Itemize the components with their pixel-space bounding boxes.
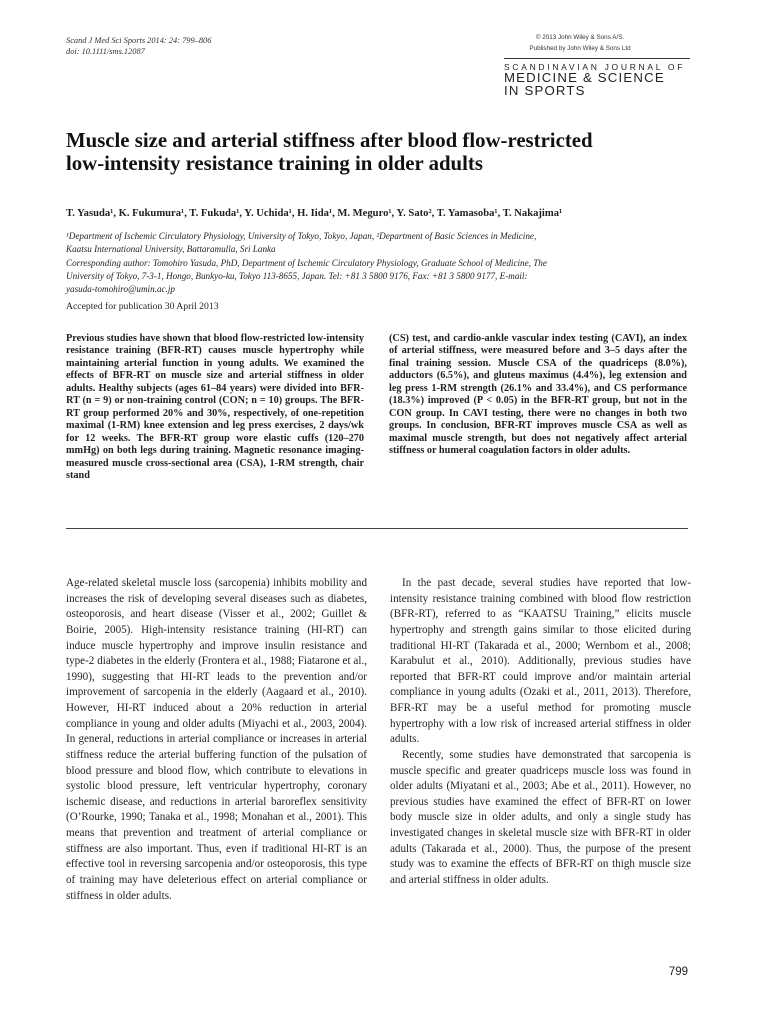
- corresponding-line-1: Corresponding author: Tomohiro Yasuda, PhD, Department of Ischemic Circulatory Physiology, Graduate School of Medicine, The: [66, 257, 547, 268]
- journal-name-line3: IN SPORTS: [504, 83, 586, 98]
- journal-name-line2: MEDICINE & SCIENCE: [504, 70, 665, 85]
- journal-logo: [504, 58, 694, 97]
- page-number: 799: [668, 966, 688, 978]
- journal-name-line1: SCANDINAVIAN JOURNAL OF: [504, 62, 686, 72]
- publisher-block: [470, 32, 690, 54]
- affiliations: [66, 230, 696, 296]
- body-right-column: [390, 576, 691, 889]
- body-left-column: [66, 576, 367, 904]
- abstract-left-column: Previous studies have shown that blood flow-restricted low-intensity resistance training (BFR-RT) causes muscle hypertrophy while maintaining arterial function in young adults. We examined the effects of BFR-RT on muscle size and arterial stiffness in older adults. Healthy subjects (ages 61–84 years) were divided into BFR-RT (n = 9) or non-training control (CON; n = 10) groups. The BFR-RT group performed 20% and 30%, respectively, of one-repetition maximal (1-RM) knee extension and leg press exercises, 2 days/wk for 12 weeks. The BFR-RT group wore elastic cuffs (120–270 mmHg) on both legs during training. Magnetic resonance imaging-measured muscle cross-sectional area (CSA), 1-RM strength, chair stand: [66, 333, 364, 481]
- article-title: [66, 129, 706, 175]
- journal-logo-rule: [504, 58, 690, 59]
- body-paragraph: Recently, some studies have demonstrated that sarcopenia is muscle specific and greater quadriceps muscle loss was found in older adults (Miyatani et al., 2003; Abe et al., 2011). However, no previous studies have examined the effect of BFR-RT on lower body muscle size in older adults, and only a single study has investigated changes in skeletal muscle size with BFR-RT in older adults (Takarada et al., 2000). Thus, the purpose of the present study was to examine the effects of BFR-RT on thigh muscle size and arterial stiffness in older adults.: [390, 748, 691, 886]
- affiliation-line-1: ¹Department of Ischemic Circulatory Physiology, University of Tokyo, Tokyo, Japan, ²Department of Basic Sciences in Medicine,: [66, 231, 537, 241]
- corresponding-email[interactable]: yasuda-tomohiro@umin.ac.jp: [66, 284, 175, 295]
- abstract-right-column: (CS) test, and cardio-ankle vascular index testing (CAVI), an index of arterial stiffness, were measured before and 3–5 days after the final training session. Muscle CSA of the quadriceps (8.0%), adductors (6.5%), and gluteus maximus (4.4%), leg extension and leg press 1-RM strength (26.1% and 33.4%), and CS performance (18.3%) improved (P < 0.05) in the BFR-RT group, but not in the CON group. In CAVI testing, there were no changes in both two groups. In conclusion, BFR-RT improves muscle CSA as well as maximal muscle strength, but does not negatively affect arterial stiffness or humeral coagulation factors in older adults.: [389, 333, 687, 457]
- doi-link[interactable]: doi: 10.1111/sms.12087: [66, 47, 145, 56]
- copyright-text: © 2013 John Wiley & Sons A/S.: [535, 34, 625, 41]
- accepted-date: Accepted for publication 30 April 2013: [66, 301, 219, 312]
- publisher-text: Published by John Wiley & Sons Ltd: [529, 45, 631, 52]
- body-paragraph: In the past decade, several studies have reported that low-intensity resistance training combined with blood flow restriction (BFR-RT), referred to as “KAATSU Training,” elicits muscle hypertrophy and strength gains similar to those elicited during traditional HI-RT (Takarada et al., 2000; Wernbom et al., 2008; Karabulut et al., 2010). Additionally, previous studies have reported that BFR-RT could improve and/or maintain arterial compliance in young adults (Ozaki et al., 2011, 2013). Therefore, BFR-RT may be a useful method for promoting muscle hypertrophy with a low risk of increased arterial stiffness in older adults.: [390, 577, 691, 746]
- title-line-2: low-intensity resistance training in older adults: [66, 152, 483, 175]
- citation-text: Scand J Med Sci Sports 2014: 24: 799–806: [66, 36, 212, 45]
- corresponding-line-2: University of Tokyo, 7-3-1, Hongo, Bunkyo-ku, Tokyo 113-8655, Japan. Tel: +81 3 5800 9176, Fax: +81 3 5800 9177, E-mail:: [66, 270, 528, 281]
- body-paragraph: Age-related skeletal muscle loss (sarcopenia) inhibits mobility and increases the risk of developing several diseases such as diabetes, osteoporosis, and heart disease (Visser et al., 2002; Guillet & Boirie, 2005). High-intensity resistance training (HI-RT) can induce muscle hypertrophy and improve insulin resistance and type-2 diabetes in the elderly (Frontera et al., 1988; Fiatarone et al., 1990), suggesting that HI-RT leads to the prevention and/or improvement of sarcopenia in the elderly (Aagaard et al., 2010). However, HI-RT induced about a 20% reduction in arterial compliance in young and older adults (Miyachi et al., 2003, 2004). In general, reductions in arterial compliance or increases in arterial stiffness reduce the arterial buffering function of the pulsation of blood pressure and blood flow, which contribute to elevations in systolic blood pressure, left ventricular hypertrophy, coronary ischemic disease, and reductions in arterial baroreflex sensitivity (O’Rourke, 1990; Tanaka et al., 1998; Monahan et al., 2001). This means that prevention and treatment of arterial compliance or stiffness are also important. Thus, even if traditional HI-RT is an effective tool in reversing sarcopenia and/or osteoporosis, this type of training may have deleterious effect on arterial compliance or stiffness in older adults.: [66, 577, 367, 902]
- section-divider: [66, 528, 688, 529]
- author-list: T. Yasuda¹, K. Fukumura¹, T. Fukuda¹, Y. Uchida¹, H. Iida¹, M. Meguro¹, Y. Sato², T. Yamasoba¹, T. Nakajima¹: [66, 208, 563, 219]
- journal-citation: [66, 35, 211, 57]
- title-line-1: Muscle size and arterial stiffness after blood flow-restricted: [66, 129, 593, 152]
- affiliation-line-2: Kaatsu International University, Battaramulla, Sri Lanka: [66, 244, 276, 255]
